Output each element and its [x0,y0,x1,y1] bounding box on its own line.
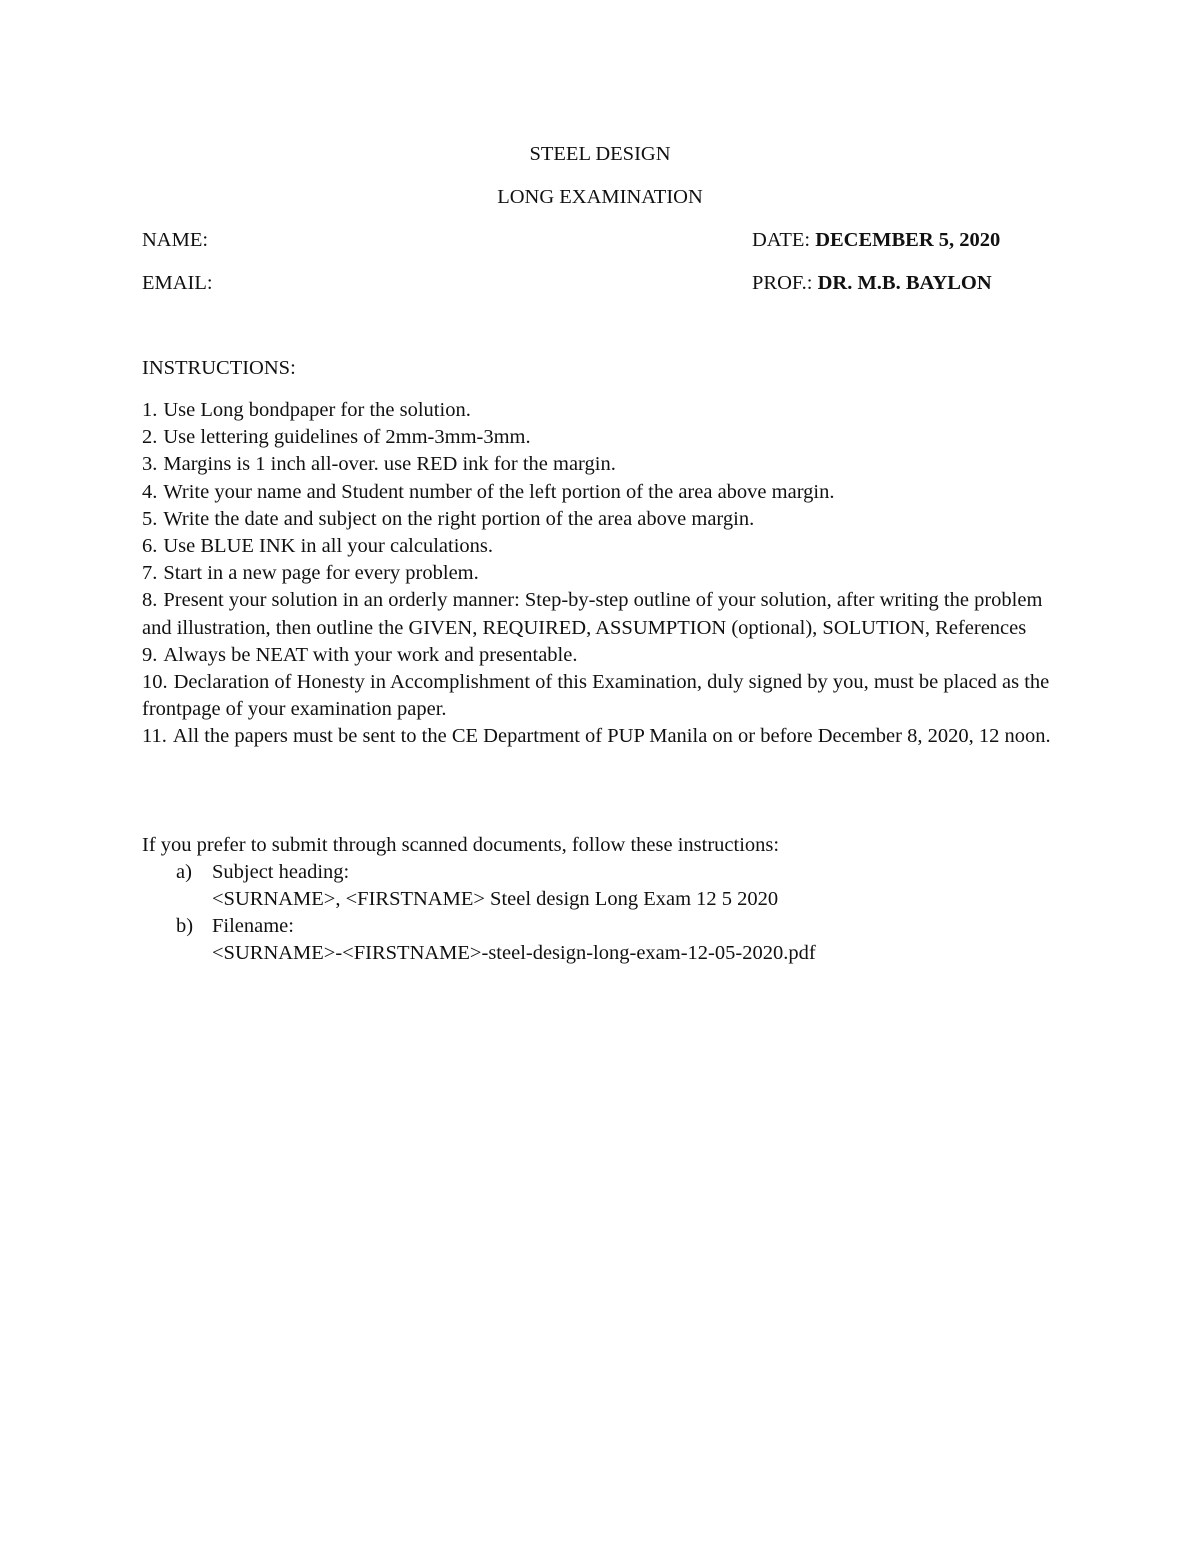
email-label: EMAIL: [142,272,213,294]
instruction-item [142,479,1062,506]
instruction-number: 7. [142,562,158,585]
scanned-item-detail: <SURNAME>, <FIRSTNAME> Steel design Long Exam 12 5 2020 [212,888,779,910]
scanned-item-label: Filename: [212,915,294,937]
date-label: DATE: [752,229,811,251]
instruction-number: 8. [142,589,158,612]
instruction-number: 5. [142,507,158,530]
scanned-intro: If you prefer to submit through scanned documents, follow these instructions: [142,834,780,856]
instructions-heading: INSTRUCTIONS: [142,357,296,379]
scanned-instructions-list [142,859,1062,967]
instruction-text: Use BLUE INK in all your calculations. [163,535,494,558]
instruction-text: Write your name and Student number of the left portion of the area above margin. [163,480,835,503]
instruction-number: 2. [142,426,158,449]
instruction-number: 1. [142,399,158,421]
instruction-text: Start in a new page for every problem. [163,562,479,585]
instruction-item [142,642,1062,669]
scanned-item-label: Subject heading: [212,861,350,883]
instruction-text: Always be NEAT with your work and presentable. [163,643,578,666]
scanned-item-letter: b) [176,915,194,937]
instruction-text: Margins is 1 inch all-over. use RED ink for the margin. [163,453,616,476]
scanned-item [142,913,1062,967]
instruction-item [142,587,1062,641]
name-label: NAME: [142,229,209,251]
instruction-number: 4. [142,480,158,503]
instruction-item [142,723,1062,750]
instruction-text: Present your solution in an orderly manner: Step-by-step outline of your solution, after writing the problem and illustration, then outline the GIVEN, REQUIRED, ASSUMPTION (optional), SOLUTION, References [142,589,1043,639]
prof-field [752,271,992,295]
instruction-number: 11. [142,725,167,748]
exam-subtitle: LONG EXAMINATION [497,186,703,208]
instruction-item [142,424,1062,451]
instruction-item [142,560,1062,587]
instruction-item [142,669,1062,723]
prof-value: DR. M.B. BAYLON [817,272,992,294]
instruction-text: Write the date and subject on the right portion of the area above margin. [163,507,755,530]
prof-label: PROF.: [752,272,813,294]
instruction-item [142,451,1062,478]
scanned-item-detail: <SURNAME>-<FIRSTNAME>-steel-design-long-exam-12-05-2020.pdf [212,942,816,964]
instruction-text: Use Long bondpaper for the solution. [163,399,471,421]
instruction-number: 6. [142,535,158,558]
exam-title: STEEL DESIGN [529,143,671,165]
instruction-item [142,533,1062,560]
instructions-list [142,397,1062,751]
date-field [752,228,1000,252]
instruction-number: 10. [142,671,168,694]
instruction-number: 9. [142,643,158,666]
date-value: DECEMBER 5, 2020 [815,229,1001,251]
instruction-text: Use lettering guidelines of 2mm-3mm-3mm. [163,426,531,449]
instruction-text: All the papers must be sent to the CE Department of PUP Manila on or before December 8, 2020, 12 noon. [172,725,1051,748]
instruction-item [142,397,1062,424]
scanned-item-letter: a) [176,861,192,883]
scanned-item [142,859,1062,913]
instruction-item [142,506,1062,533]
instruction-number: 3. [142,453,158,476]
instruction-text: Declaration of Honesty in Accomplishment of this Examination, duly signed by you, must be placed as the frontpage of your examination paper. [142,671,1050,721]
